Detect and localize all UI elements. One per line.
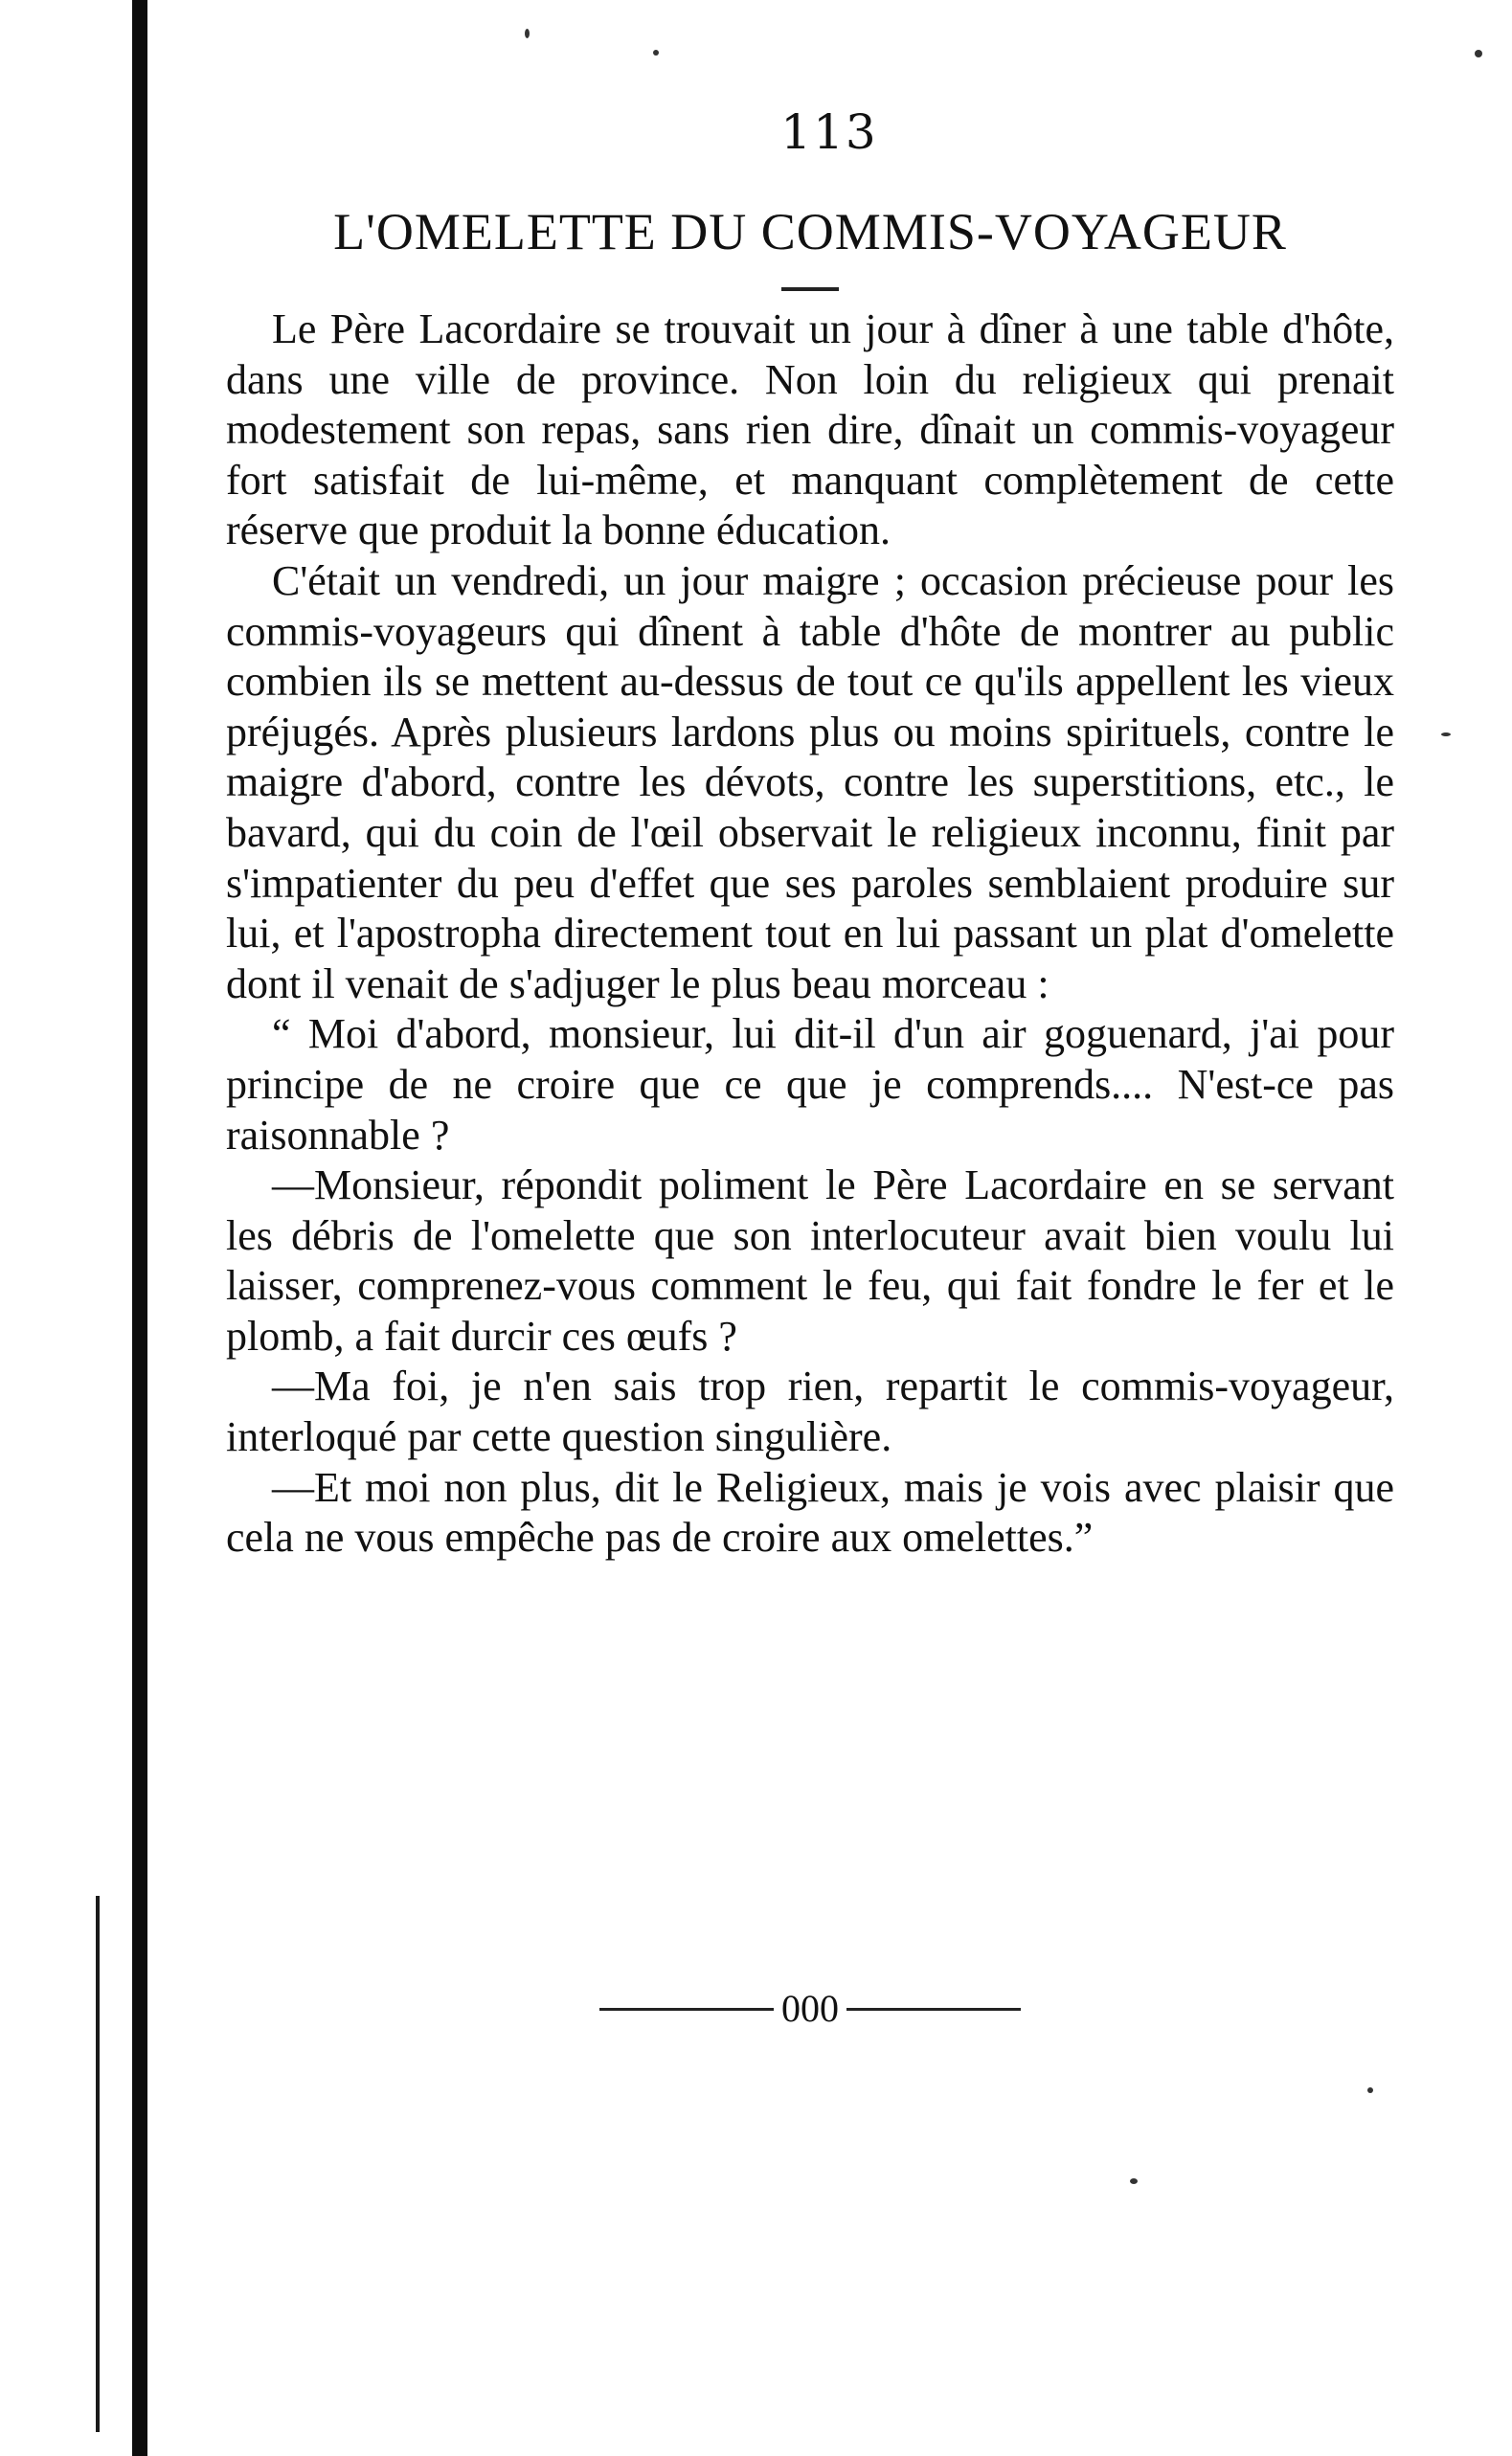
paragraph: Le Père Lacordaire se trouvait un jour à dîner à une table d'hôte, dans une ville de province. Non loin du religieux qui prenait modestement son repas, sans rien dire, dînait un commis-voyageur fort satisfait de lui-même, et manquant complètement de cette réserve que produit la bonne éducation. xyxy=(226,305,1394,554)
scan-speck xyxy=(1475,50,1482,57)
page-number: 113 xyxy=(780,104,878,160)
scan-speck xyxy=(1441,732,1451,736)
end-ornament xyxy=(599,1987,1021,2030)
binding-edge-shadow xyxy=(96,1896,100,2432)
paragraph: —Ma foi, je n'en sais trop rien, repartit le commis-voyageur, interloqué par cette question singulière. xyxy=(226,1363,1394,1461)
page-title: L'OMELETTE DU COMMIS-VOYAGEUR xyxy=(333,203,1287,260)
scan-speck xyxy=(653,50,659,56)
ornament-rule-left xyxy=(599,2008,774,2011)
paragraph: “ Moi d'abord, monsieur, lui dit-il d'un air goguenard, j'ai pour principe de ne croire que ce que je comprends.... N'est-ce pas raisonnable ? xyxy=(226,1010,1394,1159)
paragraph: C'était un vendredi, un jour maigre ; occasion précieuse pour les commis-voyageurs qui dînent à table d'hôte de montrer au public combien ils se mettent au-dessus de tout ce qu'ils appellent les vieux préjugés. Après plusieurs lardons plus ou moins spirituels, contre le maigre d'abord, contre les dévots, contre les superstitions, etc., le bavard, qui du coin de l'œil observait le religieux inconnu, finit par s'impatienter du peu d'effet que ses paroles semblaient produire sur lui, et l'apostropha directement tout en lui passant un plat d'omelette dont il venait de s'adjuger le plus beau morceau : xyxy=(226,556,1394,1007)
paragraph: —Et moi non plus, dit le Religieux, mais je vois avec plaisir que cela ne vous empêche pas de croire aux omelettes.” xyxy=(226,1463,1394,1562)
paragraph: —Monsieur, répondit poliment le Père Lacordaire en se servant les débris de l'omelette que son interlocuteur avait bien voulu lui laisser, comprenez-vous comment le feu, qui fait fondre le fer et le plomb, a fait durcir ces œufs ? xyxy=(226,1161,1394,1360)
binding-edge xyxy=(132,0,147,2456)
title-rule xyxy=(781,287,839,291)
book-page xyxy=(226,96,1394,2394)
scan-speck xyxy=(525,29,530,38)
story-text xyxy=(226,304,1394,1564)
ornament-rule-right xyxy=(846,2008,1021,2011)
ornament-mark: 000 xyxy=(781,1987,839,2030)
